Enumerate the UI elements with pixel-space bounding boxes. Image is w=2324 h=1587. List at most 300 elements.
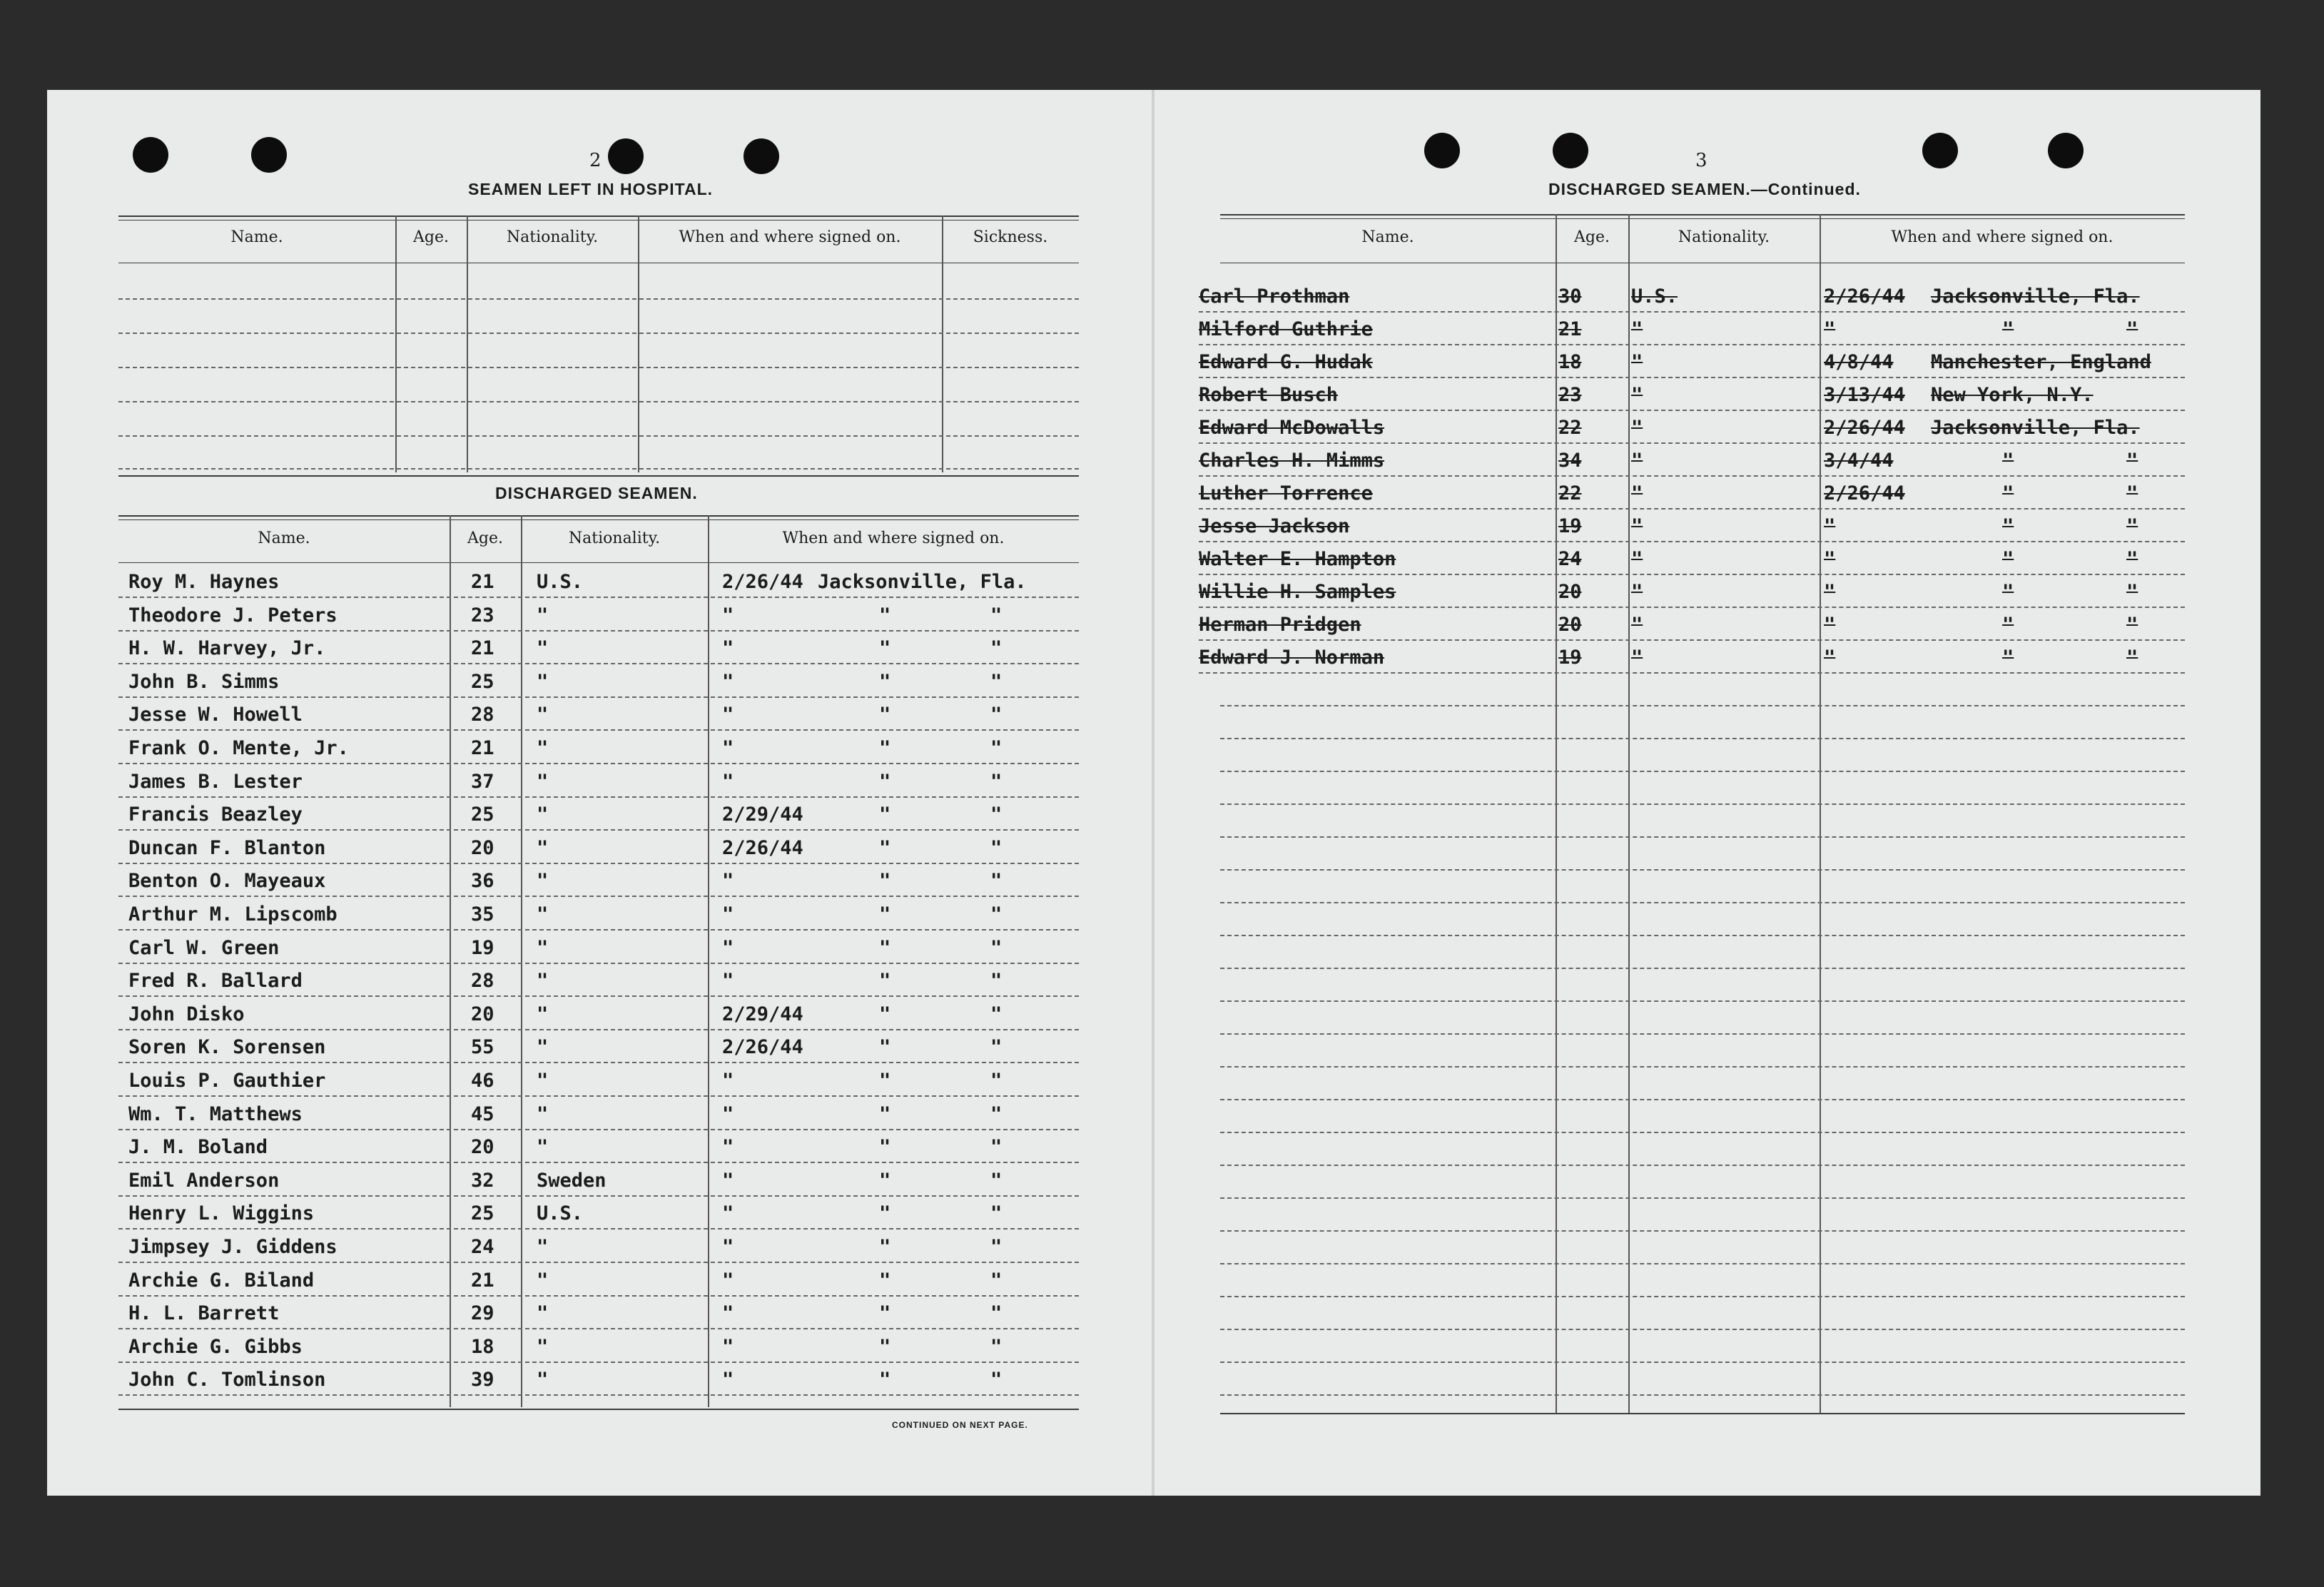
table-row xyxy=(1199,578,2185,609)
signed-on-date: " xyxy=(722,1136,734,1159)
ditto-mark: " xyxy=(990,936,1003,959)
table-row xyxy=(118,1100,1079,1132)
seaman-age: 20 xyxy=(1558,614,1582,636)
ditto-mark: " xyxy=(879,1202,891,1225)
ditto-mark: " xyxy=(2002,482,2014,505)
signed-on-date: " xyxy=(722,770,734,793)
seaman-nationality: U.S. xyxy=(537,1202,584,1225)
seaman-nationality: " xyxy=(1631,351,1643,373)
ditto-mark: " xyxy=(2126,318,2138,340)
ditto-mark: " xyxy=(990,1102,1003,1125)
seaman-nationality: " xyxy=(537,903,549,926)
seaman-name: Charles H. Mimms xyxy=(1199,450,1385,472)
table-row xyxy=(1199,447,2185,478)
table-row xyxy=(118,1000,1079,1032)
entry-line xyxy=(1220,803,2185,805)
rule xyxy=(118,216,1079,217)
table-row xyxy=(1199,545,2185,577)
hospital-col-name: Name. xyxy=(230,228,283,246)
table-row xyxy=(118,1200,1079,1231)
seaman-nationality: U.S. xyxy=(1631,285,1678,308)
seaman-age: 36 xyxy=(471,870,494,893)
signed-on-date: " xyxy=(1824,548,1836,570)
seaman-name: Francis Beazley xyxy=(128,803,303,826)
entry-line xyxy=(118,367,1079,368)
seaman-nationality: " xyxy=(537,1036,549,1059)
signed-on-date: 2/26/44 xyxy=(722,571,803,593)
punch-hole-icon xyxy=(1424,133,1460,168)
table-row xyxy=(1199,283,2185,314)
seaman-age: 25 xyxy=(471,670,494,693)
entry-line xyxy=(1199,607,2185,608)
ditto-mark: " xyxy=(990,1136,1003,1159)
seaman-age: 21 xyxy=(471,737,494,759)
rule xyxy=(118,475,1079,477)
entry-line xyxy=(118,729,1079,731)
table-row xyxy=(118,1067,1079,1098)
center-fold xyxy=(1152,90,1155,1496)
ditto-mark: " xyxy=(990,670,1003,693)
signed-on-place: New York, N.Y. xyxy=(1931,384,2094,406)
ditto-mark: " xyxy=(990,903,1003,926)
entry-line xyxy=(1220,836,2185,838)
ditto-mark: " xyxy=(2002,581,2014,603)
seaman-age: 28 xyxy=(471,970,494,993)
seaman-name: Louis P. Gauthier xyxy=(128,1070,326,1092)
seaman-age: 20 xyxy=(471,836,494,859)
seaman-nationality: " xyxy=(1631,318,1643,340)
signed-on-date: " xyxy=(1824,647,1836,669)
seaman-nationality: " xyxy=(537,1302,549,1325)
seaman-nationality: " xyxy=(1631,515,1643,537)
entry-line xyxy=(118,1262,1079,1263)
ditto-mark: " xyxy=(990,1236,1003,1258)
seaman-age: 19 xyxy=(471,936,494,959)
entry-line xyxy=(1199,639,2185,641)
punch-hole-icon xyxy=(744,138,779,174)
ditto-mark: " xyxy=(2002,614,2014,636)
ditto-mark: " xyxy=(990,637,1003,660)
continued-note: CONTINUED ON NEXT PAGE. xyxy=(892,1420,1028,1430)
signed-on-place: Jacksonville, Fla. xyxy=(1931,417,2140,439)
seaman-nationality: " xyxy=(537,1335,549,1358)
signed-on-place: Jacksonville, Fla. xyxy=(1931,285,2140,308)
hospital-col-sickness: Sickness. xyxy=(973,228,1048,246)
seaman-nationality: " xyxy=(537,637,549,660)
ditto-mark: " xyxy=(990,1335,1003,1358)
seaman-name: Carl W. Green xyxy=(128,936,280,959)
entry-line xyxy=(118,435,1079,437)
seaman-age: 18 xyxy=(1558,351,1582,373)
ditto-mark: " xyxy=(990,1269,1003,1292)
seaman-name: Willie H. Samples xyxy=(1199,581,1396,603)
signed-on-place: Manchester, England xyxy=(1931,351,2151,373)
seaman-age: 21 xyxy=(471,571,494,593)
signed-on-date: " xyxy=(1824,581,1836,603)
entry-line xyxy=(118,1328,1079,1329)
table-row xyxy=(118,1267,1079,1298)
table-row xyxy=(1199,315,2185,347)
signed-on-date: 2/29/44 xyxy=(722,1003,803,1025)
rule xyxy=(118,562,1079,563)
table-row xyxy=(1199,644,2185,675)
entry-line xyxy=(1199,475,2185,477)
seaman-nationality: " xyxy=(537,870,549,893)
seaman-age: 20 xyxy=(1558,581,1582,603)
seaman-name: Edward J. Norman xyxy=(1199,647,1385,669)
table-row xyxy=(1199,512,2185,544)
seaman-age: 30 xyxy=(1558,285,1582,308)
seaman-nationality: " xyxy=(537,1369,549,1391)
entry-line xyxy=(1220,771,2185,772)
entry-line xyxy=(1220,1230,2185,1232)
table-row xyxy=(118,901,1079,932)
seaman-name: Jesse W. Howell xyxy=(128,704,303,726)
entry-line xyxy=(118,298,1079,300)
seaman-age: 18 xyxy=(471,1335,494,1358)
entry-line xyxy=(1220,1099,2185,1100)
signed-on-date: " xyxy=(722,704,734,726)
table-row xyxy=(118,1233,1079,1264)
seaman-age: 21 xyxy=(471,1269,494,1292)
discharged-col-nationality: Nationality. xyxy=(568,529,661,547)
table-row xyxy=(118,1299,1079,1331)
table-row xyxy=(118,834,1079,866)
rule xyxy=(1220,1413,2185,1414)
signed-on-date: " xyxy=(722,1202,734,1225)
entry-line xyxy=(1220,1033,2185,1035)
signed-on-date: " xyxy=(722,870,734,893)
table-row xyxy=(118,934,1079,965)
entry-line xyxy=(1220,738,2185,739)
ditto-mark: " xyxy=(990,1003,1003,1025)
signed-on-date: " xyxy=(722,1369,734,1391)
seaman-age: 20 xyxy=(471,1136,494,1159)
entry-line xyxy=(1220,1132,2185,1133)
signed-on-date: " xyxy=(722,604,734,627)
rule xyxy=(118,519,1079,520)
table-row xyxy=(118,768,1079,799)
table-row xyxy=(118,602,1079,633)
seaman-name: Carl Prothman xyxy=(1199,285,1350,308)
entry-line xyxy=(1220,902,2185,903)
signed-on-date: " xyxy=(722,1169,734,1192)
seaman-nationality: " xyxy=(1631,548,1643,570)
seaman-nationality: " xyxy=(537,770,549,793)
seaman-name: Emil Anderson xyxy=(128,1169,280,1192)
entry-line xyxy=(1220,705,2185,706)
seaman-name: Fred R. Ballard xyxy=(128,970,303,993)
entry-line xyxy=(1199,344,2185,345)
entry-line xyxy=(1199,574,2185,575)
ditto-mark: " xyxy=(879,637,891,660)
signed-on-date: " xyxy=(722,936,734,959)
table-row xyxy=(118,1133,1079,1165)
seaman-name: Archie G. Biland xyxy=(128,1269,315,1292)
seaman-name: Archie G. Gibbs xyxy=(128,1335,303,1358)
signed-on-place: Jacksonville, Fla. xyxy=(818,571,1027,593)
seaman-age: 34 xyxy=(1558,450,1582,472)
seaman-age: 21 xyxy=(1558,318,1582,340)
ditto-mark: " xyxy=(879,770,891,793)
seaman-name: Roy M. Haynes xyxy=(128,571,280,593)
seaman-age: 23 xyxy=(1558,384,1582,406)
seaman-age: 55 xyxy=(471,1036,494,1059)
rule xyxy=(118,515,1079,517)
signed-on-date: 2/26/44 xyxy=(1824,482,1905,505)
seaman-name: John Disko xyxy=(128,1003,245,1025)
ditto-mark: " xyxy=(990,970,1003,993)
entry-line xyxy=(1220,1066,2185,1068)
ditto-mark: " xyxy=(879,803,891,826)
ditto-mark: " xyxy=(879,670,891,693)
table-row xyxy=(1199,381,2185,412)
signed-on-date: 3/4/44 xyxy=(1824,450,1894,472)
seaman-age: 32 xyxy=(471,1169,494,1192)
hospital-col-signed-on: When and where signed on. xyxy=(679,228,901,246)
rule xyxy=(1220,214,2185,216)
ditto-mark: " xyxy=(879,870,891,893)
seaman-age: 19 xyxy=(1558,515,1582,537)
rule xyxy=(1220,218,2185,219)
ditto-mark: " xyxy=(879,1102,891,1125)
entry-line xyxy=(1220,968,2185,969)
signed-on-date: 2/26/44 xyxy=(1824,417,1905,439)
ditto-mark: " xyxy=(2002,647,2014,669)
seaman-nationality: " xyxy=(537,936,549,959)
column-divider xyxy=(395,216,397,472)
seaman-age: 24 xyxy=(471,1236,494,1258)
entry-line xyxy=(1199,672,2185,674)
signed-on-date: " xyxy=(722,1236,734,1258)
hospital-section-title: SEAMEN LEFT IN HOSPITAL. xyxy=(468,180,714,198)
ditto-mark: " xyxy=(990,1169,1003,1192)
ditto-mark: " xyxy=(990,704,1003,726)
column-divider xyxy=(467,216,468,472)
seaman-nationality: " xyxy=(537,1070,549,1092)
signed-on-date: " xyxy=(722,1102,734,1125)
ditto-mark: " xyxy=(990,1302,1003,1325)
entry-line xyxy=(118,1095,1079,1097)
entry-line xyxy=(118,597,1079,598)
seaman-nationality: " xyxy=(537,1136,549,1159)
entry-line xyxy=(118,763,1079,764)
entry-line xyxy=(1220,1000,2185,1002)
ditto-mark: " xyxy=(879,970,891,993)
ditto-mark: " xyxy=(990,1369,1003,1391)
ditto-mark: " xyxy=(879,704,891,726)
seaman-nationality: " xyxy=(537,803,549,826)
ditto-mark: " xyxy=(990,803,1003,826)
entry-line xyxy=(118,1195,1079,1197)
seaman-name: James B. Lester xyxy=(128,770,303,793)
seaman-nationality: U.S. xyxy=(537,571,584,593)
ditto-mark: " xyxy=(990,737,1003,759)
seaman-nationality: " xyxy=(537,1102,549,1125)
ditto-mark: " xyxy=(990,1036,1003,1059)
seaman-nationality: " xyxy=(537,970,549,993)
entry-line xyxy=(1220,1165,2185,1166)
discharged-col-age: Age. xyxy=(467,529,503,547)
seaman-name: Jimpsey J. Giddens xyxy=(128,1236,338,1258)
ditto-mark: " xyxy=(990,870,1003,893)
signed-on-date: " xyxy=(1824,515,1836,537)
ditto-mark: " xyxy=(879,1003,891,1025)
ditto-mark: " xyxy=(2126,548,2138,570)
entry-line xyxy=(118,1062,1079,1063)
entry-line xyxy=(118,863,1079,864)
seaman-name: John B. Simms xyxy=(128,670,280,693)
table-row xyxy=(118,1033,1079,1065)
seaman-nationality: " xyxy=(1631,581,1643,603)
entry-line xyxy=(118,929,1079,931)
table-row xyxy=(1199,414,2185,445)
entry-line xyxy=(118,663,1079,664)
seaman-nationality: " xyxy=(1631,647,1643,669)
table-row xyxy=(1199,611,2185,642)
discharged-continued-title: DISCHARGED SEAMEN.—Continued. xyxy=(1548,180,1861,198)
seaman-age: 20 xyxy=(471,1003,494,1025)
right-col-age: Age. xyxy=(1574,228,1610,246)
ditto-mark: " xyxy=(879,836,891,859)
table-row xyxy=(118,634,1079,666)
ditto-mark: " xyxy=(2002,318,2014,340)
signed-on-date: " xyxy=(722,737,734,759)
seaman-name: Herman Pridgen xyxy=(1199,614,1361,636)
discharged-col-signed-on: When and where signed on. xyxy=(782,529,1005,547)
signed-on-date: 4/8/44 xyxy=(1824,351,1894,373)
signed-on-date: 2/26/44 xyxy=(1824,285,1905,308)
punch-hole-icon xyxy=(1553,133,1588,168)
seaman-name: Duncan F. Blanton xyxy=(128,836,326,859)
table-row xyxy=(118,1366,1079,1397)
seaman-age: 45 xyxy=(471,1102,494,1125)
ditto-mark: " xyxy=(879,1236,891,1258)
table-row xyxy=(1199,348,2185,380)
right-col-signed-on: When and where signed on. xyxy=(1891,228,2114,246)
ditto-mark: " xyxy=(879,1070,891,1092)
entry-line xyxy=(1220,1329,2185,1330)
hospital-col-nationality: Nationality. xyxy=(506,228,599,246)
ditto-mark: " xyxy=(990,836,1003,859)
seaman-nationality: " xyxy=(537,737,549,759)
table-row xyxy=(1199,480,2185,511)
seaman-age: 21 xyxy=(471,637,494,660)
ditto-mark: " xyxy=(2126,614,2138,636)
table-row xyxy=(118,1333,1079,1364)
seaman-name: Edward McDowalls xyxy=(1199,417,1385,439)
column-divider xyxy=(942,216,943,472)
entry-line xyxy=(118,1029,1079,1030)
seaman-name: Theodore J. Peters xyxy=(128,604,338,627)
entry-line xyxy=(118,468,1079,470)
table-row xyxy=(118,1167,1079,1198)
entry-line xyxy=(118,1129,1079,1130)
seaman-nationality: " xyxy=(537,670,549,693)
ditto-mark: " xyxy=(879,1335,891,1358)
table-row xyxy=(118,867,1079,898)
seaman-age: 28 xyxy=(471,704,494,726)
entry-line xyxy=(118,1394,1079,1396)
seaman-nationality: " xyxy=(1631,450,1643,472)
entry-line xyxy=(1199,442,2185,444)
entry-line xyxy=(1220,1197,2185,1199)
entry-line xyxy=(118,829,1079,831)
ditto-mark: " xyxy=(879,1369,891,1391)
right-col-nationality: Nationality. xyxy=(1678,228,1770,246)
seaman-age: 39 xyxy=(471,1369,494,1391)
signed-on-date: " xyxy=(722,1269,734,1292)
discharged-section-title: DISCHARGED SEAMEN. xyxy=(495,484,698,502)
ditto-mark: " xyxy=(879,1169,891,1192)
entry-line xyxy=(1220,1362,2185,1363)
ditto-mark: " xyxy=(2126,581,2138,603)
ditto-mark: " xyxy=(990,1070,1003,1092)
entry-line xyxy=(1220,1263,2185,1264)
entry-line xyxy=(1220,1296,2185,1297)
entry-line xyxy=(1220,869,2185,871)
ditto-mark: " xyxy=(2002,515,2014,537)
ditto-mark: " xyxy=(879,737,891,759)
signed-on-date: 2/26/44 xyxy=(722,1036,803,1059)
seaman-name: Jesse Jackson xyxy=(1199,515,1350,537)
punch-hole-icon xyxy=(608,138,644,174)
signed-on-date: " xyxy=(722,970,734,993)
entry-line xyxy=(118,630,1079,632)
ditto-mark: " xyxy=(2126,647,2138,669)
entry-line xyxy=(118,896,1079,897)
entry-line xyxy=(118,333,1079,334)
signed-on-date: " xyxy=(722,1335,734,1358)
entry-line xyxy=(118,963,1079,964)
seaman-nationality: " xyxy=(537,704,549,726)
seaman-nationality: " xyxy=(537,1269,549,1292)
seaman-nationality: " xyxy=(1631,614,1643,636)
seaman-age: 19 xyxy=(1558,647,1582,669)
entry-line xyxy=(118,1228,1079,1229)
seaman-age: 29 xyxy=(471,1302,494,1325)
punch-hole-icon xyxy=(251,137,287,173)
seaman-nationality: " xyxy=(537,1236,549,1258)
ditto-mark: " xyxy=(990,1202,1003,1225)
seaman-age: 23 xyxy=(471,604,494,627)
seaman-age: 25 xyxy=(471,1202,494,1225)
seaman-age: 22 xyxy=(1558,417,1582,439)
signed-on-date: " xyxy=(722,670,734,693)
page-number-right: 3 xyxy=(1695,150,1708,171)
seaman-age: 35 xyxy=(471,903,494,926)
seaman-nationality: " xyxy=(1631,417,1643,439)
entry-line xyxy=(1199,508,2185,509)
seaman-name: Benton O. Mayeaux xyxy=(128,870,326,893)
seaman-age: 24 xyxy=(1558,548,1582,570)
ditto-mark: " xyxy=(879,903,891,926)
ditto-mark: " xyxy=(879,1302,891,1325)
seaman-name: Luther Torrence xyxy=(1199,482,1373,505)
ditto-mark: " xyxy=(990,770,1003,793)
hospital-col-age: Age. xyxy=(413,228,449,246)
entry-line xyxy=(118,1295,1079,1297)
signed-on-date: " xyxy=(1824,318,1836,340)
seaman-name: Milford Guthrie xyxy=(1199,318,1373,340)
discharged-col-name: Name. xyxy=(258,529,310,547)
entry-line xyxy=(118,401,1079,402)
table-row xyxy=(118,734,1079,766)
seaman-nationality: " xyxy=(537,1003,549,1025)
ditto-mark: " xyxy=(2126,450,2138,472)
entry-line xyxy=(1199,410,2185,411)
right-col-name: Name. xyxy=(1361,228,1414,246)
